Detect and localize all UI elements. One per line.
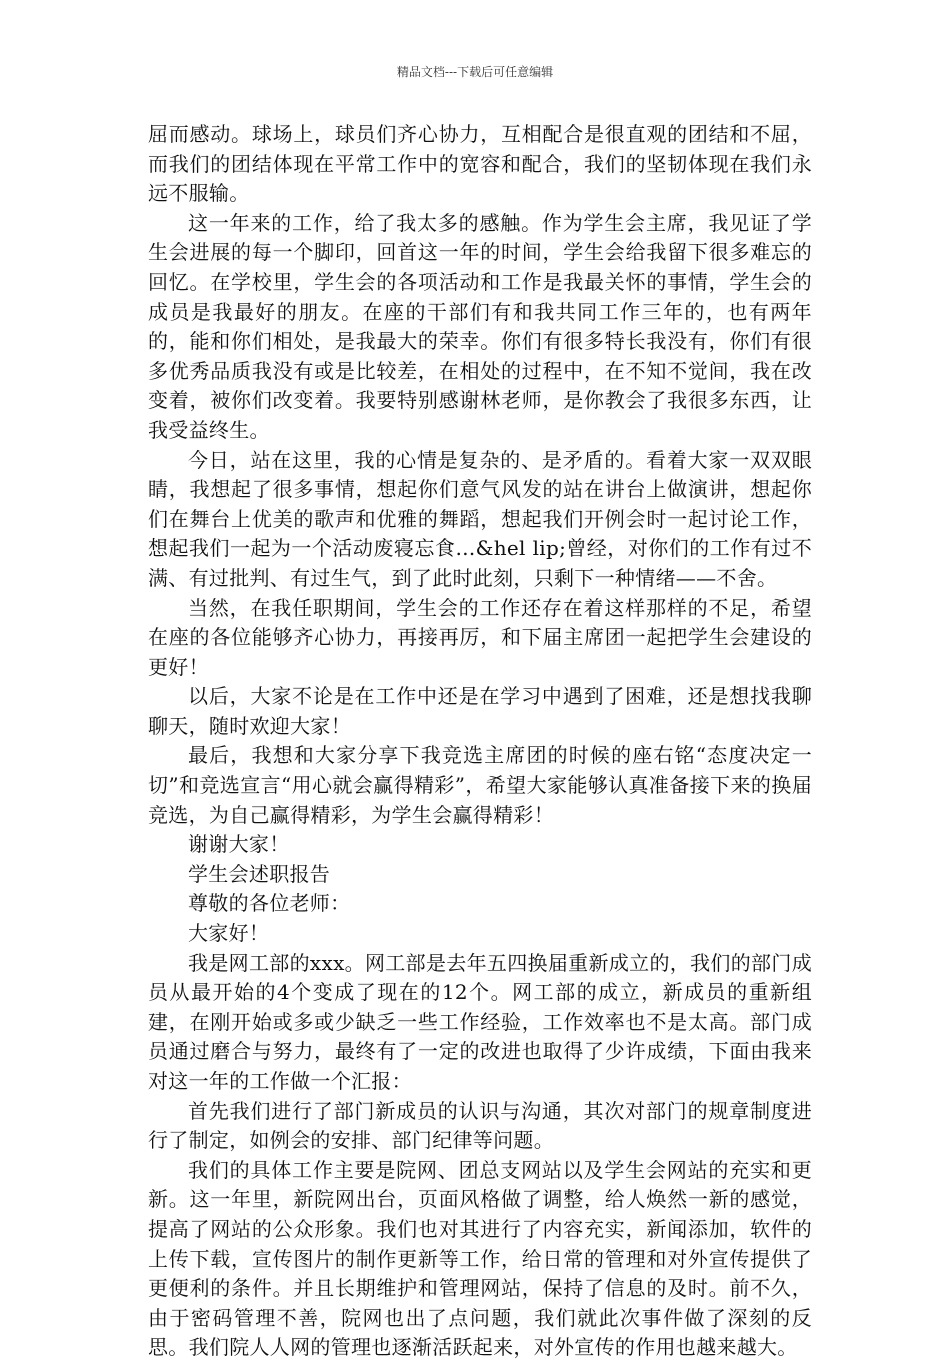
paragraph: 首先我们进行了部门新成员的认识与沟通，其次对部门的规章制度进行了制定，如例会的安排、部门纪律等问题。 bbox=[148, 1098, 812, 1153]
document-body bbox=[148, 120, 812, 1363]
paragraph: 这一年来的工作，给了我太多的感触。作为学生会主席，我见证了学生会进展的每一个脚印，回首这一年的时间，学生会给我留下很多难忘的回忆。在学校里，学生会的各项活动和工作是我最关怀的事情，学生会的成员是我最好的朋友。在座的干部们有和我共同工作三年的，也有两年的，能和你们相处，是我最大的荣幸。你们有很多特长我没有，你们有很多优秀品质我没有或是比较差，在相处的过程中，在不知不觉间，我在改变着，被你们改变着。我要特别感谢林老师，是你教会了我很多东西，让我受益终生。 bbox=[148, 210, 812, 442]
paragraph: 今日，站在这里，我的心情是复杂的、是矛盾的。看着大家一双双眼睛，我想起了很多事情，想起你们意气风发的站在讲台上做演讲，想起你们在舞台上优美的歌声和优雅的舞蹈，想起我们开例会时一起讨论工作，想起我们一起为一个活动废寝忘食…&hel lip;曾经，对你们的工作有过不满、有过批判、有过生气，到了此时此刻，只剩下一种情绪——不舍。 bbox=[148, 447, 812, 590]
page-header: 精品文档---下载后可任意编辑 bbox=[396, 65, 554, 79]
greeting: 大家好！ bbox=[188, 921, 270, 946]
closing-line: 谢谢大家！ bbox=[188, 832, 290, 857]
report-title: 学生会述职报告 bbox=[188, 861, 331, 886]
paragraph: 最后，我想和大家分享下我竞选主席团的时候的座右铭“态度决定一切”和竞选宣言“用心就会赢得精彩”，希望大家能够认真准备接下来的换届竞选，为自己赢得精彩，为学生会赢得精彩！ bbox=[148, 743, 812, 827]
salutation: 尊敬的各位老师： bbox=[188, 891, 351, 916]
paragraph: 我们的具体工作主要是院网、团总支网站以及学生会网站的充实和更新。这一年里，新院网出台，页面风格做了调整，给人焕然一新的感觉，提高了网站的公众形象。我们也对其进行了内容充实，新闻添加，软件的上传下载，宣传图片的制作更新等工作，给日常的管理和对外宣传提供了更便利的条件。并且长期维护和管理网站，保持了信息的及时。前不久，由于密码管理不善，院网也出了点问题，我们就此次事件做了深刻的反思。我们院人人网的管理也逐渐活跃起来，对外宣传的作用也越来越大。 bbox=[148, 1157, 812, 1360]
paragraph: 屈而感动。球场上，球员们齐心协力，互相配合是很直观的团结和不屈，而我们的团结体现在平常工作中的宽容和配合，我们的坚韧体现在我们永远不服输。 bbox=[148, 122, 812, 206]
paragraph: 我是网工部的xxx。网工部是去年五四换届重新成立的，我们的部门成员从最开始的4个变成了现在的12个。网工部的成立，新成员的重新组建，在刚开始或多或少缺乏一些工作经验，工作效率也不是太高。部门成员通过磨合与努力，最终有了一定的改进也取得了少许成绩，下面由我来对这一年的工作做一个汇报： bbox=[148, 950, 812, 1093]
paragraph: 以后，大家不论是在工作中还是在学习中遇到了困难，还是想找我聊聊天，随时欢迎大家！ bbox=[148, 684, 812, 738]
paragraph: 当然，在我任职期间，学生会的工作还存在着这样那样的不足，希望在座的各位能够齐心协力，再接再厉，和下届主席团一起把学生会建设的更好！ bbox=[148, 595, 812, 679]
